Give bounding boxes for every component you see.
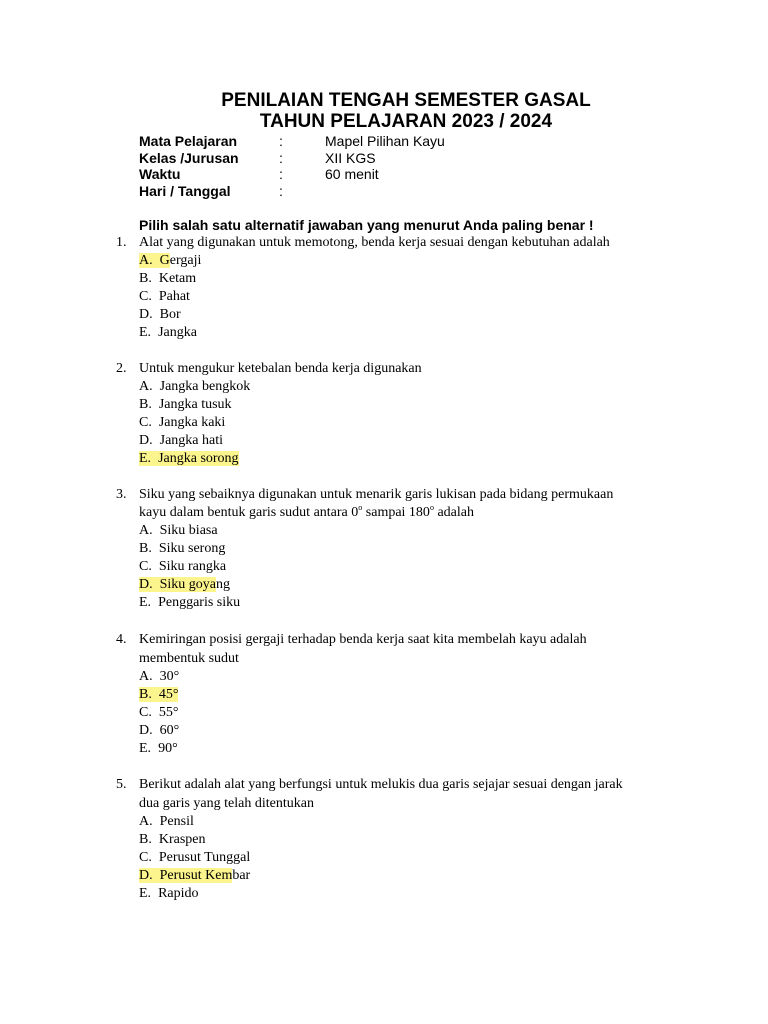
option-letter: A. <box>139 379 153 394</box>
info-label: Hari / Tanggal <box>139 183 231 199</box>
option-e <box>139 324 197 342</box>
option-e <box>139 740 178 758</box>
info-colon: : <box>279 183 283 199</box>
degree-superscript: o <box>429 503 434 512</box>
option-c <box>139 414 225 432</box>
option-text: Jangka hati <box>159 433 223 448</box>
option-letter: C. <box>139 415 152 430</box>
info-label: Kelas /Jurusan <box>139 150 239 166</box>
option-letter: B. <box>139 271 152 286</box>
option-text: Siku rangka <box>158 559 227 574</box>
option-text: Pahat <box>158 289 190 304</box>
option-letter: C. <box>139 850 152 865</box>
instruction-text: Pilih salah satu alternatif jawaban yang menurut Anda paling benar ! <box>139 217 594 233</box>
degree-superscript: o <box>358 503 363 512</box>
option-text: Penggaris siku <box>158 595 241 610</box>
option-letter: D. <box>139 868 153 883</box>
answer-highlight <box>139 687 178 702</box>
option-text-highlighted: G <box>159 253 170 268</box>
option-b <box>139 540 225 558</box>
option-c <box>139 558 226 576</box>
option-letter: C. <box>139 705 152 720</box>
option-c <box>139 288 190 306</box>
question-text-line2: membentuk sudut <box>139 651 239 666</box>
option-a <box>139 252 201 270</box>
option-b <box>139 831 206 849</box>
option-text: 45° <box>158 687 179 702</box>
option-d <box>139 867 250 885</box>
info-colon: : <box>279 166 283 182</box>
option-letter: E. <box>139 595 152 610</box>
option-text-rest: bar <box>232 868 251 883</box>
option-a <box>139 813 194 831</box>
option-text: Siku biasa <box>159 523 218 538</box>
question-number: 2. <box>116 361 127 376</box>
option-letter: E. <box>139 741 152 756</box>
text-segment: sampai 180 <box>362 505 430 520</box>
option-letter: E. <box>139 451 152 466</box>
question-text: Alat yang digunakan untuk memotong, benda kerja sesuai dengan kebutuhan adalah <box>139 235 610 250</box>
option-letter: C. <box>139 559 152 574</box>
question-number: 5. <box>116 777 127 792</box>
option-text: Jangka sorong <box>158 451 239 466</box>
option-c <box>139 849 250 867</box>
answer-highlight <box>139 253 170 268</box>
answer-highlight <box>139 868 232 883</box>
option-text: Ketam <box>158 271 197 286</box>
text-segment: kayu dalam bentuk garis sudut antara 0 <box>139 505 359 520</box>
option-b <box>139 396 232 414</box>
info-value: Mapel Pilihan Kayu <box>325 133 445 149</box>
text-segment: adalah <box>433 505 474 520</box>
option-text: 90° <box>158 741 178 756</box>
option-a <box>139 668 179 686</box>
option-text-highlighted: Perusut Kem <box>159 868 233 883</box>
option-letter: D. <box>139 577 153 592</box>
option-text-rest: ng <box>216 577 231 592</box>
info-colon: : <box>279 133 283 149</box>
option-letter: D. <box>139 723 153 738</box>
option-d <box>139 576 230 594</box>
option-letter: D. <box>139 433 153 448</box>
option-text-highlighted: Siku goya <box>159 577 217 592</box>
option-b <box>139 270 196 288</box>
option-text: Jangka bengkok <box>159 379 251 394</box>
option-text: Perusut Tunggal <box>158 850 251 865</box>
question-text: Untuk mengukur ketebalan benda kerja digunakan <box>139 361 422 376</box>
option-letter: B. <box>139 397 152 412</box>
option-letter: C. <box>139 289 152 304</box>
answer-highlight <box>139 577 216 592</box>
option-text: Bor <box>159 307 181 322</box>
option-text-rest: ergaji <box>169 253 202 268</box>
option-letter: A. <box>139 669 153 684</box>
question-number: 1. <box>116 235 127 250</box>
option-c <box>139 704 178 722</box>
question-number: 3. <box>116 487 127 502</box>
option-b <box>139 686 178 704</box>
question-text: Berikut adalah alat yang berfungsi untuk melukis dua garis sejajar sesuai dengan jarak <box>139 777 623 792</box>
option-a <box>139 522 218 540</box>
option-letter: A. <box>139 814 153 829</box>
option-letter: E. <box>139 886 152 901</box>
option-text: Jangka tusuk <box>158 397 232 412</box>
option-text: Jangka kaki <box>158 415 226 430</box>
option-letter: D. <box>139 307 153 322</box>
question-text: Siku yang sebaiknya digunakan untuk menarik garis lukisan pada bidang permukaan <box>139 487 614 502</box>
option-letter: B. <box>139 832 152 847</box>
page-title: PENILAIAN TENGAH SEMESTER GASAL <box>221 90 591 111</box>
option-e <box>139 594 240 612</box>
option-a <box>139 378 250 396</box>
question-text-line2 <box>139 504 474 522</box>
page-subtitle: TAHUN PELAJARAN 2023 / 2024 <box>259 111 553 132</box>
option-e <box>139 450 239 468</box>
option-letter: B. <box>139 541 152 556</box>
option-letter: A. <box>139 523 153 538</box>
info-value: 60 menit <box>325 166 379 182</box>
option-d <box>139 432 223 450</box>
option-text: Rapido <box>158 886 199 901</box>
option-text: Jangka <box>158 325 197 340</box>
info-colon: : <box>279 150 283 166</box>
answer-highlight <box>139 451 239 466</box>
option-letter: B. <box>139 687 152 702</box>
option-text: 30° <box>159 669 180 684</box>
info-value: XII KGS <box>325 150 376 166</box>
option-e <box>139 885 199 903</box>
option-letter: A. <box>139 253 153 268</box>
option-text: Siku serong <box>158 541 226 556</box>
option-text: 60° <box>159 723 180 738</box>
option-text: 55° <box>158 705 179 720</box>
option-d <box>139 306 181 324</box>
option-text: Kraspen <box>158 832 206 847</box>
info-label: Waktu <box>139 166 181 182</box>
option-d <box>139 722 179 740</box>
question-text: Kemiringan posisi gergaji terhadap benda kerja saat kita membelah kayu adalah <box>139 632 587 647</box>
option-text: Pensil <box>159 814 194 829</box>
question-number: 4. <box>116 632 127 647</box>
option-letter: E. <box>139 325 152 340</box>
question-text-line2: dua garis yang telah ditentukan <box>139 796 314 811</box>
info-label: Mata Pelajaran <box>139 133 238 149</box>
